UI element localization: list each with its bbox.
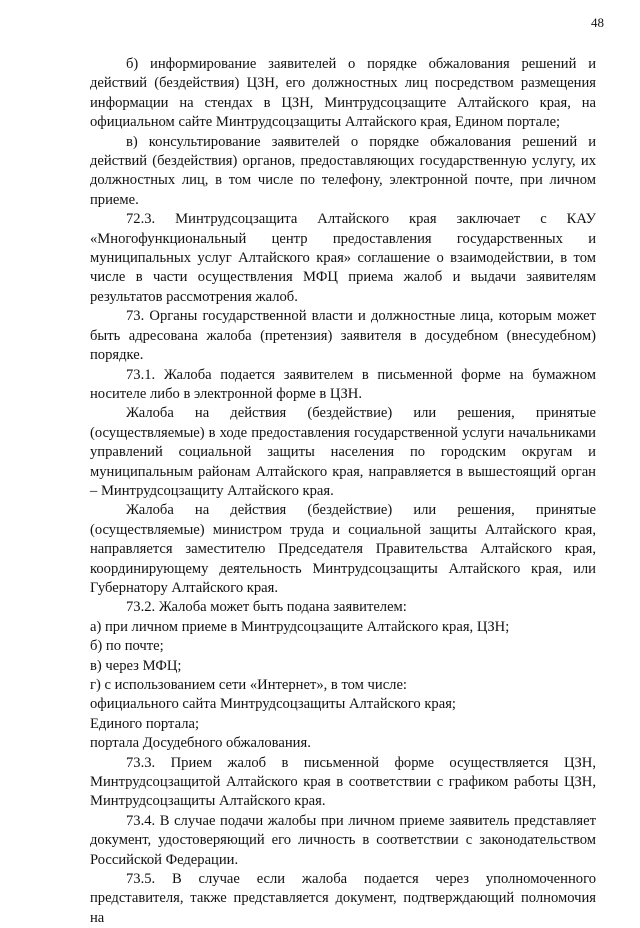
document-body — [90, 55, 596, 928]
paragraph: 73.1. Жалоба подается заявителем в письменной форме на бумажном носителе либо в электронной форме в ЦЗН. — [90, 366, 596, 402]
paragraph: 73.3. Прием жалоб в письменной форме осуществляется ЦЗН, Минтрудсоцзащитой Алтайского края в соответствии с графиком работы ЦЗН, Минтрудсоцзащиты Алтайского края. — [90, 754, 596, 810]
page-number: 48 — [591, 15, 604, 30]
list-item: официального сайта Минтрудсоцзащиты Алтайского края; — [90, 696, 456, 713]
paragraph: б) информирование заявителей о порядке обжалования решений и действий (бездействия) ЦЗН, его должностных лиц посредством размещения информации на стендах в ЦЗН, Минтрудсоцзащите Алтайского края, на официальном сайте Минтрудсоцзащиты Алтайского края, Едином портале; — [90, 56, 596, 131]
paragraph: 72.3. Минтрудсоцзащита Алтайского края заключает с КАУ «Многофункциональный центр предоставления государственных и муниципальных услуг Алтайского края» соглашение о взаимодействии, в том числе в части осуществления МФЦ приема жалоб и выдачи заявителям результатов рассмотрения жалоб. — [90, 211, 596, 305]
paragraph: в) консультирование заявителей о порядке обжалования решений и действий (бездействия) органов, предоставляющих государственную услугу, их должностных лиц, в том числе по телефону, электронной почте, при личном приеме. — [90, 133, 596, 208]
paragraph: Жалоба на действия (бездействие) или решения, принятые (осуществляемые) министром труда и социальной защиты Алтайского края, направляется заместителю Председателя Правительства Алтайского края, координирующему деятельность Минтрудсоцзащиты Алтайского края, или Губернатору Алтайского края. — [90, 502, 596, 596]
list-item: б) по почте; — [90, 638, 164, 655]
paragraph: 73. Органы государственной власти и должностные лица, которым может быть адресована жалоба (претензия) заявителя в досудебном (внесудебном) порядке. — [90, 308, 596, 364]
list-item: а) при личном приеме в Минтрудсоцзащите Алтайского края, ЦЗН; — [90, 618, 510, 635]
paragraph: 73.4. В случае подачи жалобы при личном приеме заявитель представляет документ, удостоверяющий его личность в соответствии с законодательством Российской Федерации. — [90, 812, 596, 868]
paragraph: 73.2. Жалоба может быть подана заявителем: — [126, 599, 407, 616]
list-item: г) с использованием сети «Интернет», в том числе: — [90, 677, 407, 693]
paragraph: Жалоба на действия (бездействие) или решения, принятые (осуществляемые) в ходе предоставления государственной услуги начальниками управлений социальной защиты населения по городским округам и муниципальным районам Алтайского края, направляется в вышестоящий орган – Минтрудсоцзащиту Алтайского края. — [90, 405, 596, 499]
list-item: в) через МФЦ; — [90, 657, 182, 674]
paragraph: 73.5. В случае если жалоба подается через уполномоченного представителя, также представляется документ, подтверждающий полномочия на — [90, 871, 596, 926]
list-item: Единого портала; — [90, 715, 200, 732]
list-item: портала Досудебного обжалования. — [90, 735, 311, 752]
